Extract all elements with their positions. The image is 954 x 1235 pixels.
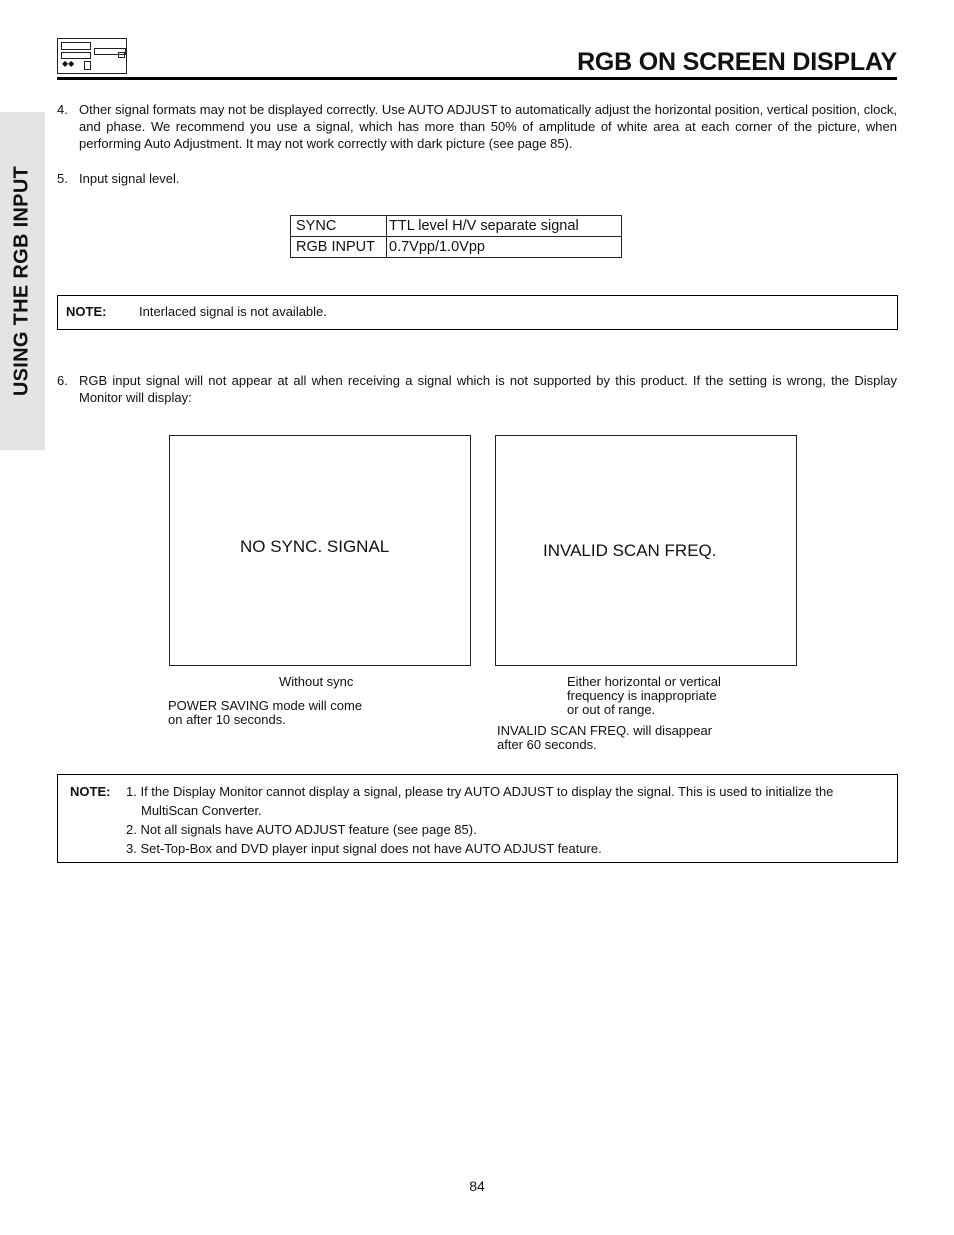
list-item-text: RGB input signal will not appear at all when receiving a signal which is not supported by this product. If the setting is wrong, the Display Monitor will display:	[79, 373, 897, 405]
section-side-tab-label: USING THE RGB INPUT	[10, 165, 33, 397]
page-number: 84	[469, 1178, 485, 1194]
screen-message: INVALID SCAN FREQ.	[543, 541, 717, 560]
list-item-5	[57, 170, 897, 187]
table-cell: SYNC	[291, 216, 387, 237]
table-cell: 0.7Vpp/1.0Vpp	[387, 237, 622, 258]
list-item-6	[57, 372, 897, 406]
screen-invalid-scan	[495, 435, 797, 666]
note-list	[126, 782, 886, 858]
signal-level-table	[290, 215, 622, 258]
note-label: NOTE:	[66, 304, 107, 319]
device-panel-icon: ◆◆	[57, 38, 127, 74]
table-row	[291, 237, 622, 258]
screen-detail: INVALID SCAN FREQ. will disappear	[497, 723, 713, 738]
screen-caption: or out of range.	[567, 702, 656, 717]
table-row	[291, 216, 622, 237]
list-item-number: 6.	[57, 373, 68, 388]
table-cell: RGB INPUT	[291, 237, 387, 258]
list-item-4	[57, 101, 897, 152]
list-item-text: Input signal level.	[79, 171, 180, 186]
list-item-number: 5.	[57, 171, 68, 186]
screen-caption: Either horizontal or vertical	[567, 674, 721, 689]
screen-message: NO SYNC. SIGNAL	[240, 537, 390, 556]
list-item-number: 4.	[57, 102, 68, 117]
table-cell: TTL level H/V separate signal	[387, 216, 622, 237]
note-text: Interlaced signal is not available.	[139, 304, 327, 319]
page-title: RGB ON SCREEN DISPLAY	[577, 48, 897, 76]
screen-detail: on after 10 seconds.	[168, 712, 286, 727]
screen-detail: POWER SAVING mode will come	[168, 698, 363, 713]
note-label: NOTE:	[70, 784, 111, 799]
screen-no-sync	[169, 435, 471, 666]
screen-caption: Without sync	[279, 674, 354, 689]
note-box-interlaced	[57, 295, 898, 330]
header-rule	[57, 77, 897, 80]
list-item-text: Other signal formats may not be displayed correctly. Use AUTO ADJUST to automatically adjust the horizontal position, vertical position, clock, and phase. We recommend you use a signal, which has more than 50% of amplitude of white area at each corner of the picture, when performing Auto Adjustment. It may not work correctly with dark picture (see page 85).	[79, 102, 897, 151]
note-item: 3. Set-Top-Box and DVD player input signal does not have AUTO ADJUST feature.	[126, 841, 602, 856]
screen-caption: frequency is inappropriate	[567, 688, 717, 703]
screen-detail: after 60 seconds.	[497, 737, 597, 752]
note-item: 1. If the Display Monitor cannot display a signal, please try AUTO ADJUST to display the signal. This is used to initialize the MultiScan Converter.	[126, 784, 834, 818]
section-side-tab	[0, 112, 45, 450]
note-box-auto-adjust	[57, 774, 898, 863]
note-item: 2. Not all signals have AUTO ADJUST feature (see page 85).	[126, 822, 477, 837]
